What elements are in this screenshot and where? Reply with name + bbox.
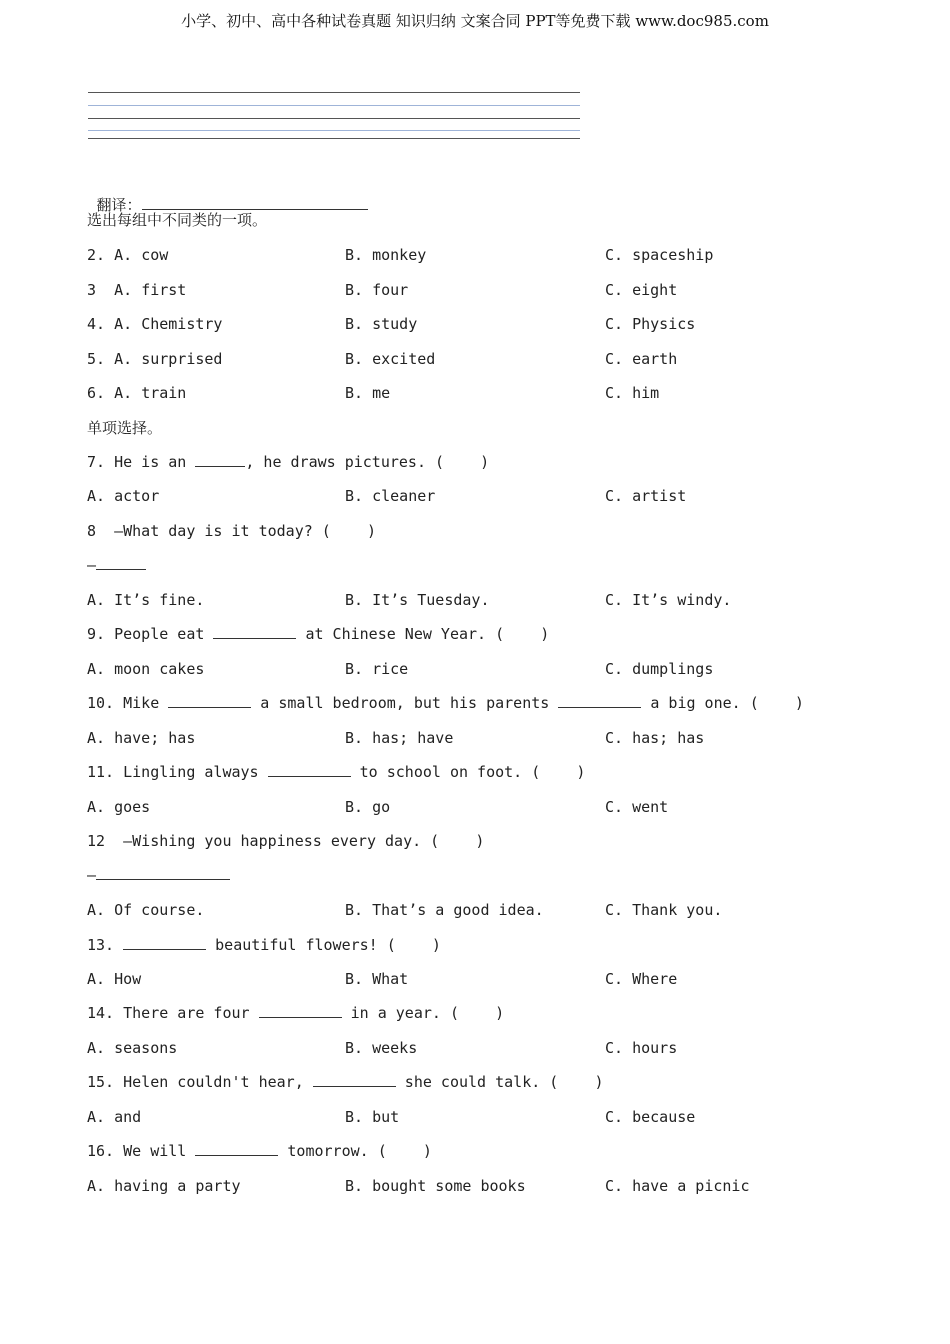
question-16: 16. We will tomorrow. ( )	[87, 1142, 432, 1160]
q12-option-b[interactable]: B. That’s a good idea.	[345, 901, 544, 919]
section-single-choice: 单项选择。	[87, 419, 163, 437]
q16-option-b[interactable]: B. bought some books	[345, 1177, 526, 1195]
q15-blank[interactable]	[313, 1072, 396, 1087]
q11-blank[interactable]	[268, 762, 351, 777]
odd-5-c[interactable]: C. earth	[605, 350, 678, 368]
odd-5-b[interactable]: B. excited	[345, 350, 436, 368]
q12-reply: —	[87, 865, 230, 885]
q16-option-c[interactable]: C. have a picnic	[605, 1177, 750, 1195]
writing-lines	[88, 92, 580, 140]
q14-blank[interactable]	[259, 1003, 342, 1018]
q7-blank[interactable]	[195, 452, 245, 467]
q10-blank-1[interactable]	[168, 693, 251, 708]
odd-6-a[interactable]: 6. A. train	[87, 384, 187, 402]
q9-option-b[interactable]: B. rice	[345, 660, 409, 678]
q7-option-c[interactable]: C. artist	[605, 487, 687, 505]
q8-option-a[interactable]: A. It’s fine.	[87, 591, 205, 609]
q13-blank[interactable]	[123, 935, 206, 950]
q15-option-a[interactable]: A. and	[87, 1108, 142, 1126]
q12-option-a[interactable]: A. Of course.	[87, 901, 205, 919]
q8-option-c[interactable]: C. It’s windy.	[605, 591, 732, 609]
q14-option-c[interactable]: C. hours	[605, 1039, 678, 1057]
q13-option-b[interactable]: B. What	[345, 970, 409, 988]
odd-4-b[interactable]: B. study	[345, 315, 418, 333]
translation-blank[interactable]	[142, 195, 368, 210]
q14-option-a[interactable]: A. seasons	[87, 1039, 178, 1057]
q12-blank[interactable]	[96, 865, 230, 880]
q16-option-a[interactable]: A. having a party	[87, 1177, 241, 1195]
question-10: 10. Mike a small bedroom, but his parents a big one. ( )	[87, 694, 804, 712]
odd-2-b[interactable]: B. monkey	[345, 246, 427, 264]
question-12: 12 —Wishing you happiness every day. ( )	[87, 832, 485, 850]
q8-blank[interactable]	[96, 555, 146, 570]
odd-2-a[interactable]: 2. A. cow	[87, 246, 169, 264]
odd-4-c[interactable]: C. Physics	[605, 315, 696, 333]
odd-5-a[interactable]: 5. A. surprised	[87, 350, 223, 368]
q13-option-a[interactable]: A. How	[87, 970, 142, 988]
odd-3-a[interactable]: 3 A. first	[87, 281, 187, 299]
translation-line	[87, 175, 368, 215]
question-7: 7. He is an , he draws pictures. ( )	[87, 453, 490, 471]
q11-option-b[interactable]: B. go	[345, 798, 391, 816]
question-14: 14. There are four in a year. ( )	[87, 1004, 505, 1022]
odd-6-b[interactable]: B. me	[345, 384, 391, 402]
odd-6-c[interactable]: C. him	[605, 384, 660, 402]
q15-option-b[interactable]: B. but	[345, 1108, 400, 1126]
page-header: 小学、初中、高中各种试卷真题 知识归纳 文案合同 PPT等免费下载 www.doc985.com	[181, 12, 769, 30]
odd-2-c[interactable]: C. spaceship	[605, 246, 714, 264]
q16-blank[interactable]	[195, 1141, 278, 1156]
translation-label: 翻译：	[96, 196, 142, 214]
q10-option-b[interactable]: B. has; have	[345, 729, 454, 747]
q9-option-c[interactable]: C. dumplings	[605, 660, 714, 678]
q9-blank[interactable]	[213, 624, 296, 639]
q11-option-a[interactable]: A. goes	[87, 798, 151, 816]
q10-option-a[interactable]: A. have; has	[87, 729, 196, 747]
q14-option-b[interactable]: B. weeks	[345, 1039, 418, 1057]
q7-option-b[interactable]: B. cleaner	[345, 487, 436, 505]
q7-option-a[interactable]: A. actor	[87, 487, 160, 505]
q10-blank-2[interactable]	[558, 693, 641, 708]
q12-option-c[interactable]: C. Thank you.	[605, 901, 723, 919]
odd-4-a[interactable]: 4. A. Chemistry	[87, 315, 223, 333]
q10-option-c[interactable]: C. has; has	[605, 729, 705, 747]
question-15: 15. Helen couldn't hear, she could talk. ( )	[87, 1073, 604, 1091]
odd-3-c[interactable]: C. eight	[605, 281, 678, 299]
question-8: 8 —What day is it today? ( )	[87, 522, 376, 540]
q8-reply: —	[87, 555, 146, 575]
q13-option-c[interactable]: C. Where	[605, 970, 678, 988]
odd-3-b[interactable]: B. four	[345, 281, 409, 299]
question-9: 9. People eat at Chinese New Year. ( )	[87, 625, 550, 643]
q8-option-b[interactable]: B. It’s Tuesday.	[345, 591, 490, 609]
question-11: 11. Lingling always to school on foot. ( )	[87, 763, 586, 781]
q15-option-c[interactable]: C. because	[605, 1108, 696, 1126]
q9-option-a[interactable]: A. moon cakes	[87, 660, 205, 678]
question-13: 13. beautiful flowers! ( )	[87, 936, 441, 954]
section-odd-one-out: 选出每组中不同类的一项。	[87, 211, 268, 229]
q11-option-c[interactable]: C. went	[605, 798, 669, 816]
